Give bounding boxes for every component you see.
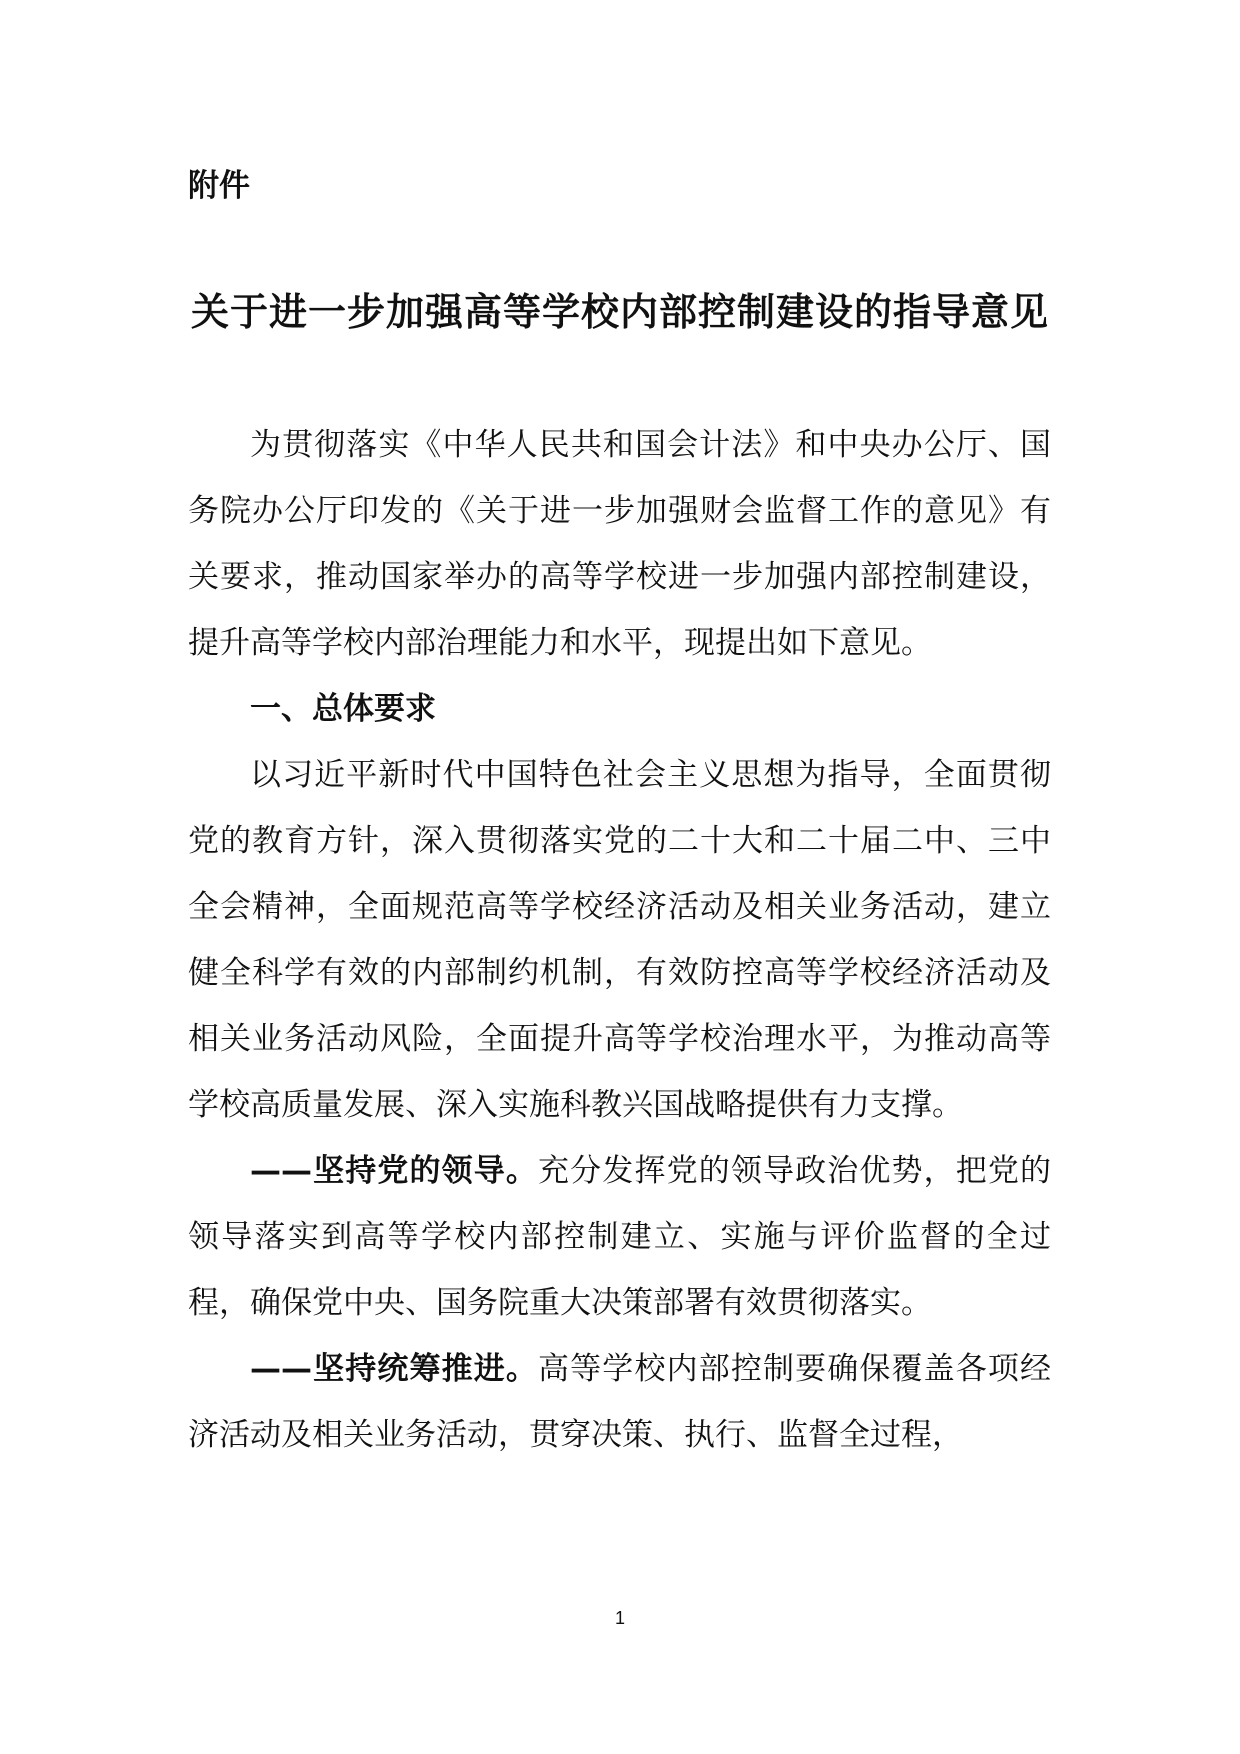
intro-paragraph: 为贯彻落实《中华人民共和国会计法》和中央办公厅、国务院办公厅印发的《关于进一步加强财会监督工作的意见》有关要求，推动国家举办的高等学校进一步加强内部控制建设，提升高等学校内部治理能力和水平，现提出如下意见。 <box>188 427 1051 661</box>
principle-paragraph <box>188 1336 1051 1468</box>
section-heading: 一、总体要求 <box>250 691 436 727</box>
document-body <box>188 412 1051 1468</box>
principle-text: 充分发挥党的领导政治优势，把党的领导落实到高等学校内部控制建立、实施与评价监督的全过程，确保党中央、国务院重大决策部署有效贯彻落实。 <box>188 1153 1052 1321</box>
attachment-label: 附件 <box>188 168 250 204</box>
page-number: 1 <box>614 1608 625 1628</box>
principle-lead: ——坚持党的领导。 <box>250 1153 539 1189</box>
section-paragraph: 以习近平新时代中国特色社会主义思想为指导，全面贯彻党的教育方针，深入贯彻落实党的二十大和二十届二中、三中全会精神，全面规范高等学校经济活动及相关业务活动，建立健全科学有效的内部制约机制，有效防控高等学校经济活动及相关业务活动风险，全面提升高等学校治理水平，为推动高等学校高质量发展、深入实施科教兴国战略提供有力支撑。 <box>188 757 1051 1123</box>
principle-text: 高等学校内部控制要确保覆盖各项经济活动及相关业务活动，贯穿决策、执行、监督全过程， <box>188 1351 1052 1453</box>
principle-lead: ——坚持统筹推进。 <box>250 1351 539 1387</box>
document-title: 关于进一步加强高等学校内部控制建设的指导意见 <box>190 289 1049 334</box>
principle-paragraph <box>188 1138 1051 1336</box>
